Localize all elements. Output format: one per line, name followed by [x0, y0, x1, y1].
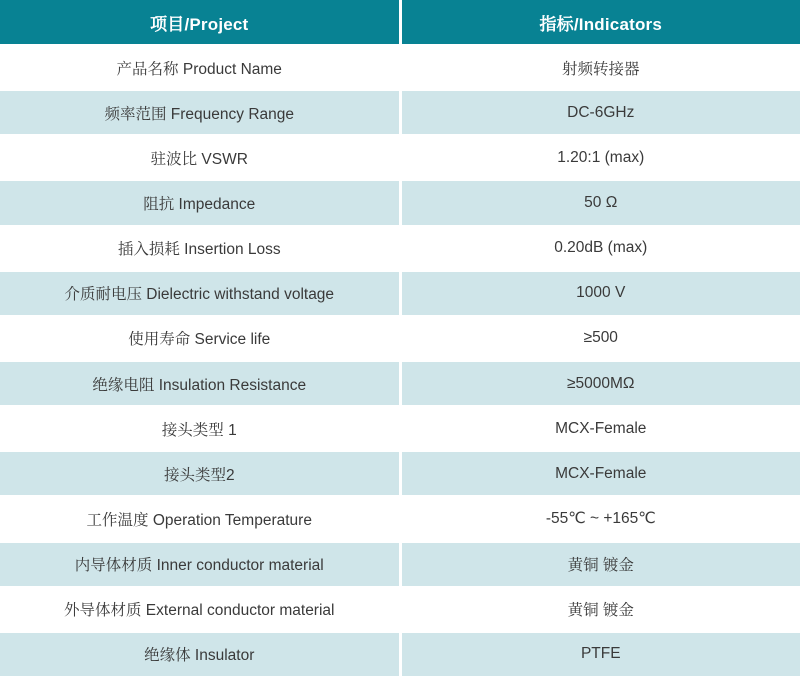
- column-header-project: 项目/Project: [0, 0, 399, 44]
- table-cell-indicator: 黄铜 镀金: [402, 588, 800, 631]
- column-header-indicators: 指标/Indicators: [402, 0, 800, 44]
- table-cell-project: 工作温度 Operation Temperature: [0, 497, 399, 540]
- table-cell-project: 频率范围 Frequency Range: [0, 91, 399, 134]
- table-cell-project: 驻波比 VSWR: [0, 136, 399, 179]
- table-cell-project: 阻抗 Impedance: [0, 181, 399, 224]
- table-cell-indicator: MCX-Female: [402, 452, 800, 495]
- table-cell-indicator: 1000 V: [402, 272, 800, 315]
- table-cell-project: 绝缘电阻 Insulation Resistance: [0, 362, 399, 405]
- table-cell-indicator: DC-6GHz: [402, 91, 800, 134]
- table-cell-indicator: 0.20dB (max): [402, 227, 800, 270]
- table-cell-project: 插入损耗 Insertion Loss: [0, 227, 399, 270]
- table-cell-indicator: 1.20:1 (max): [402, 136, 800, 179]
- table-cell-indicator: 射频转接器: [402, 46, 800, 89]
- table-cell-project: 介质耐电压 Dielectric withstand voltage: [0, 272, 399, 315]
- table-cell-project: 外导体材质 External conductor material: [0, 588, 399, 631]
- table-cell-project: 绝缘体 Insulator: [0, 633, 399, 676]
- table-cell-indicator: MCX-Female: [402, 407, 800, 450]
- table-cell-project: 接头类型2: [0, 452, 399, 495]
- table-cell-indicator: -55℃ ~ +165℃: [402, 497, 800, 540]
- table-cell-project: 产品名称 Product Name: [0, 46, 399, 89]
- table-cell-project: 使用寿命 Service life: [0, 317, 399, 360]
- table-cell-indicator: ≥5000MΩ: [402, 362, 800, 405]
- table-cell-indicator: ≥500: [402, 317, 800, 360]
- table-cell-project: 接头类型 1: [0, 407, 399, 450]
- table-cell-indicator: PTFE: [402, 633, 800, 676]
- table-cell-indicator: 黄铜 镀金: [402, 543, 800, 586]
- table-cell-indicator: 50 Ω: [402, 181, 800, 224]
- table-cell-project: 内导体材质 Inner conductor material: [0, 543, 399, 586]
